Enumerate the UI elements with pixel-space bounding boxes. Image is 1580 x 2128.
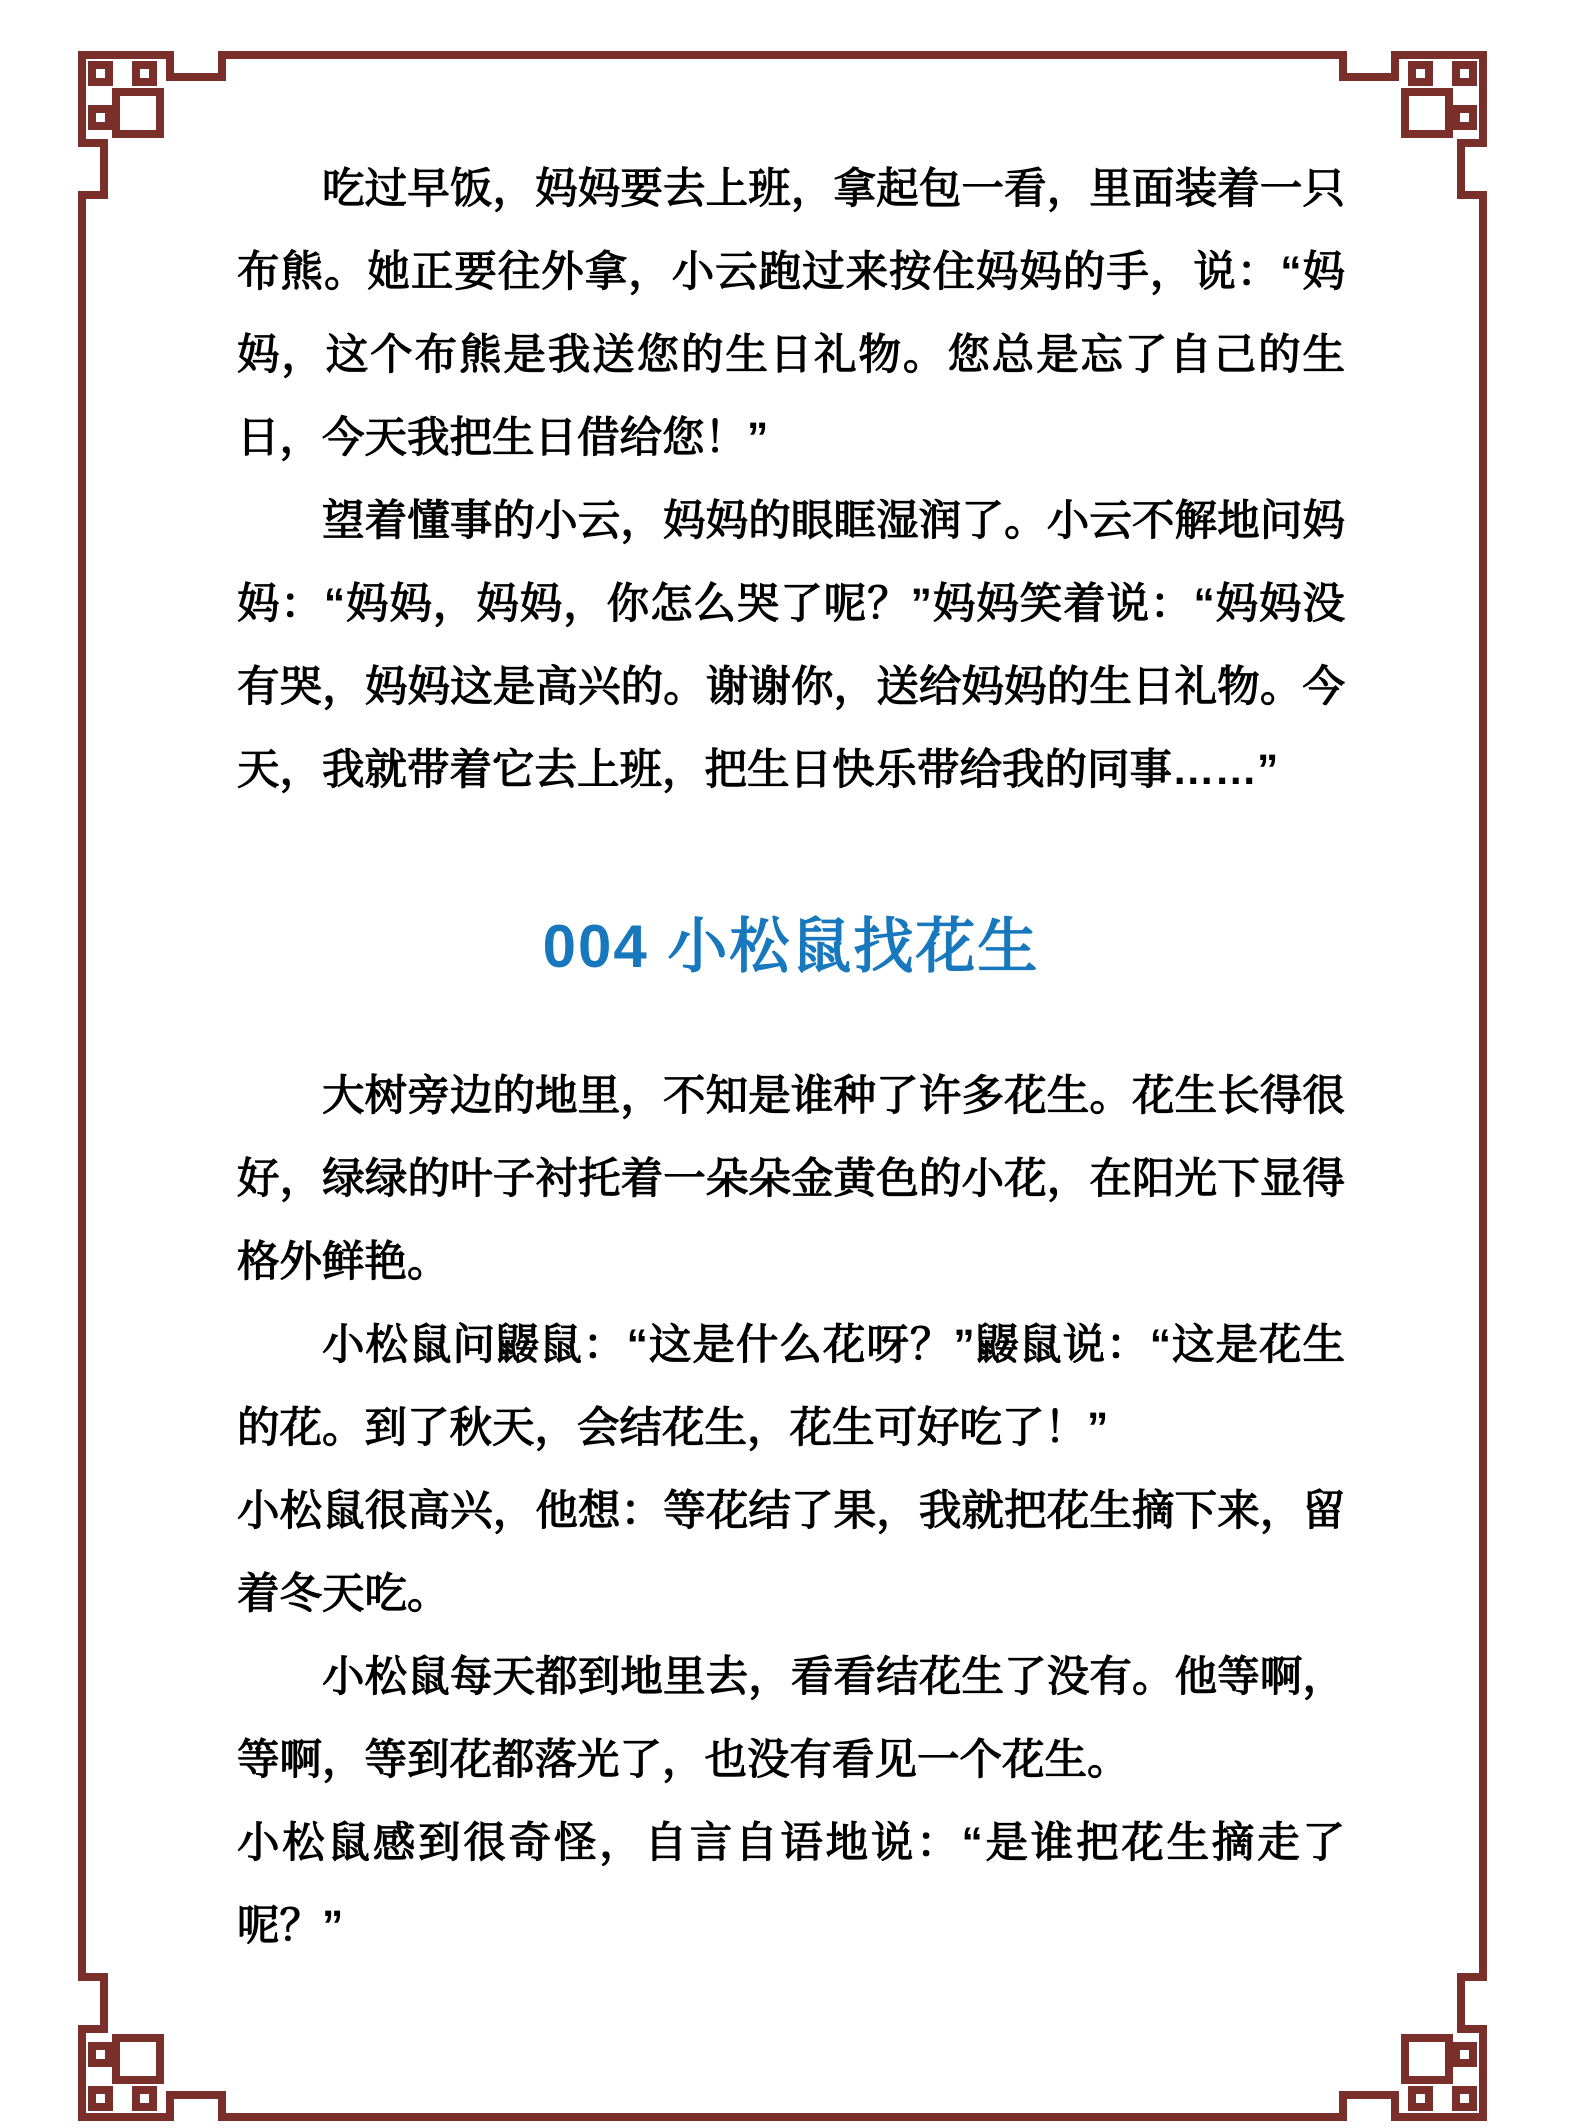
border-corner-top-right-fretwork (1331, 47, 1491, 207)
border-edge-bottom (234, 2113, 1331, 2121)
story-paragraph: 大树旁边的地里，不知是谁种了许多花生。花生长得很好，绿绿的叶子衬托着一朵朵金黄色的小花，在阳光下显得格外鲜艳。 (237, 1073, 1345, 1286)
border-edge-right (1479, 207, 1487, 1965)
border-edge-top (234, 51, 1331, 59)
border-corner-top-left-fretwork (74, 47, 234, 207)
border-edge-left (78, 207, 86, 1965)
story-paragraph: 小松鼠问鼹鼠：“这是什么花呀？”鼹鼠说：“这是花生的花。到了秋天，会结花生，花生可好吃了！” (237, 1322, 1345, 1452)
section-heading: 004 小松鼠找花生 (542, 913, 1040, 980)
border-corner-bottom-right-fretwork (1331, 1965, 1491, 2125)
story-paragraph: 小松鼠感到很奇怪，自言自语地说：“是谁把花生摘走了呢？” (237, 1820, 1345, 1950)
story-paragraph: 望着懂事的小云，妈妈的眼眶湿润了。小云不解地问妈妈：“妈妈，妈妈，你怎么哭了呢？”妈妈笑着说：“妈妈没有哭，妈妈这是高兴的。谢谢你，送给妈妈的生日礼物。今天，我就带着它去上班，把生日快乐带给我的同事……” (237, 498, 1345, 794)
story-paragraph: 吃过早饭，妈妈要去上班，拿起包一看，里面装着一只布熊。她正要往外拿，小云跑过来按住妈妈的手，说：“妈妈，这个布熊是我送您的生日礼物。您总是忘了自己的生日，今天我把生日借给您！” (237, 166, 1345, 462)
story-paragraph: 小松鼠每天都到地里去，看看结花生了没有。他等啊，等啊，等到花都落光了，也没有看见一个花生。 (237, 1654, 1345, 1784)
story-paragraph: 小松鼠很高兴，他想：等花结了果，我就把花生摘下来，留着冬天吃。 (237, 1488, 1345, 1618)
border-corner-bottom-left-fretwork (74, 1965, 234, 2125)
document-content (237, 148, 1345, 1968)
